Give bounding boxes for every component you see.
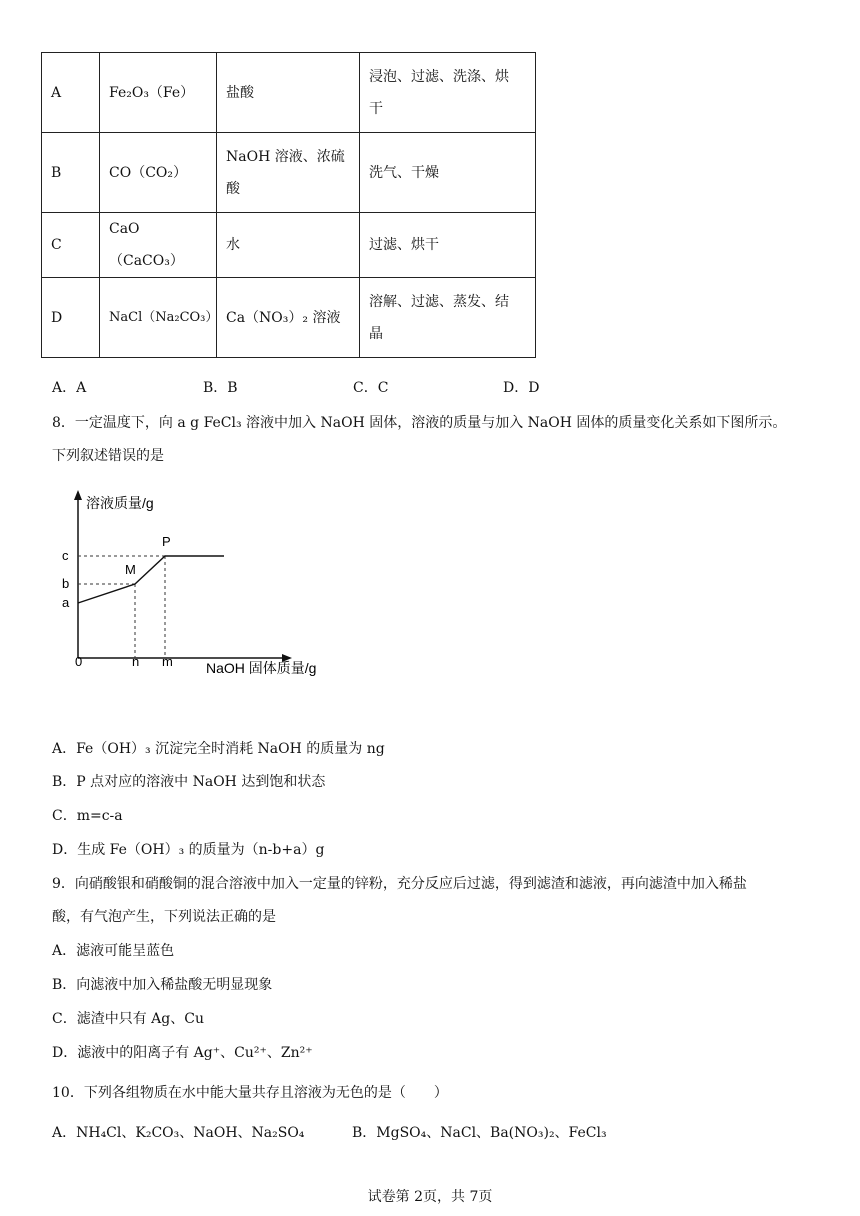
table-row [42,133,536,213]
method-line: 晶 [369,325,383,342]
method-line: 溶解、过滤、蒸发、结 [369,293,509,310]
q9-option-a[interactable]: A．滤液可能呈蓝色 [52,943,175,959]
series-line [78,556,224,603]
row-letter: D [42,278,100,358]
q8-stem-line1: 8．一定温度下，向 a g FeCl₃ 溶液中加入 NaOH 固体，溶液的质量与加入 NaOH 固体的质量变化关系如下图所示。 [52,415,787,431]
reagent-cell: 盐酸 [217,53,360,133]
q8-option-d[interactable]: D．生成 Fe（OH）₃ 的质量为（n-b+a）g [52,842,325,858]
x-tick-label: m [162,654,173,669]
q9-stem-line1: 9．向硝酸银和硝酸铜的混合溶液中加入一定量的锌粉，充分反应后过滤，得到滤渣和滤液，再向滤渣中加入稀盐 [52,876,747,892]
reagent-cell: 水 [217,213,360,278]
table-row [42,213,536,278]
q9-option-b[interactable]: B．向滤液中加入稀盐酸无明显现象 [52,977,273,993]
y-axis-label: 溶液质量/g [86,495,154,511]
y-tick-label: b [62,576,70,591]
x-tick-label: n [132,654,140,669]
q9-stem-line2: 酸，有气泡产生，下列说法正确的是 [52,909,276,925]
y-axis-arrow [74,490,82,500]
method-line: 浸泡、过滤、洗涤、烘 [369,68,509,85]
substance-cell: Fe₂O₃（Fe） [100,53,217,133]
reagent-line: NaOH 溶液、浓硫 [226,148,345,165]
x-axis-label: NaOH 固体质量/g [206,660,317,676]
row-letter: A [42,53,100,133]
mass-chart [58,488,348,688]
q10-option-b[interactable]: B．MgSO₄、NaCl、Ba(NO₃)₂、FeCl₃ [352,1125,607,1141]
y-tick-label: a [62,595,70,610]
q9-option-d[interactable]: D．滤液中的阳离子有 Ag⁺、Cu²⁺、Zn²⁺ [52,1045,313,1061]
q8-option-c[interactable]: C．m=c-a [52,808,123,824]
q7-option-b[interactable]: B．B [203,380,238,396]
method-cell [360,53,536,133]
table-row [42,53,536,133]
row-letter: B [42,133,100,213]
x-tick-label: 0 [75,654,83,669]
point-label: P [162,534,171,549]
q7-option-a[interactable]: A．A [52,380,87,396]
reagent-cell: Ca（NO₃）₂ 溶液 [217,278,360,358]
y-tick-label: c [62,548,69,563]
q7-option-d[interactable]: D．D [503,380,540,396]
reagent-line: 酸 [226,180,240,197]
substance-cell: CO（CO₂） [100,133,217,213]
table-row [42,278,536,358]
substance-cell: CaO（CaCO₃） [100,213,217,278]
q8-option-a[interactable]: A．Fe（OH）₃ 沉淀完全时消耗 NaOH 的质量为 ng [52,741,385,757]
reagent-cell [217,133,360,213]
q8-option-b[interactable]: B．P 点对应的溶液中 NaOH 达到饱和状态 [52,774,326,790]
row-letter: C [42,213,100,278]
substance-cell: NaCl（Na₂CO₃） [100,278,217,358]
q7-option-c[interactable]: C．C [353,380,389,396]
reagent-table [41,52,536,358]
q9-option-c[interactable]: C．滤渣中只有 Ag、Cu [52,1011,204,1027]
page-footer: 试卷第 2页，共 7页 [367,1189,493,1205]
q8-stem-line2: 下列叙述错误的是 [52,448,164,464]
method-cell: 洗气、干燥 [360,133,536,213]
method-cell: 过滤、烘干 [360,213,536,278]
method-cell [360,278,536,358]
point-label: M [125,562,136,577]
q10-stem: 10．下列各组物质在水中能大量共存且溶液为无色的是（ ） [52,1085,448,1101]
method-line: 干 [369,100,383,117]
q10-option-a[interactable]: A．NH₄Cl、K₂CO₃、NaOH、Na₂SO₄ [52,1125,305,1141]
